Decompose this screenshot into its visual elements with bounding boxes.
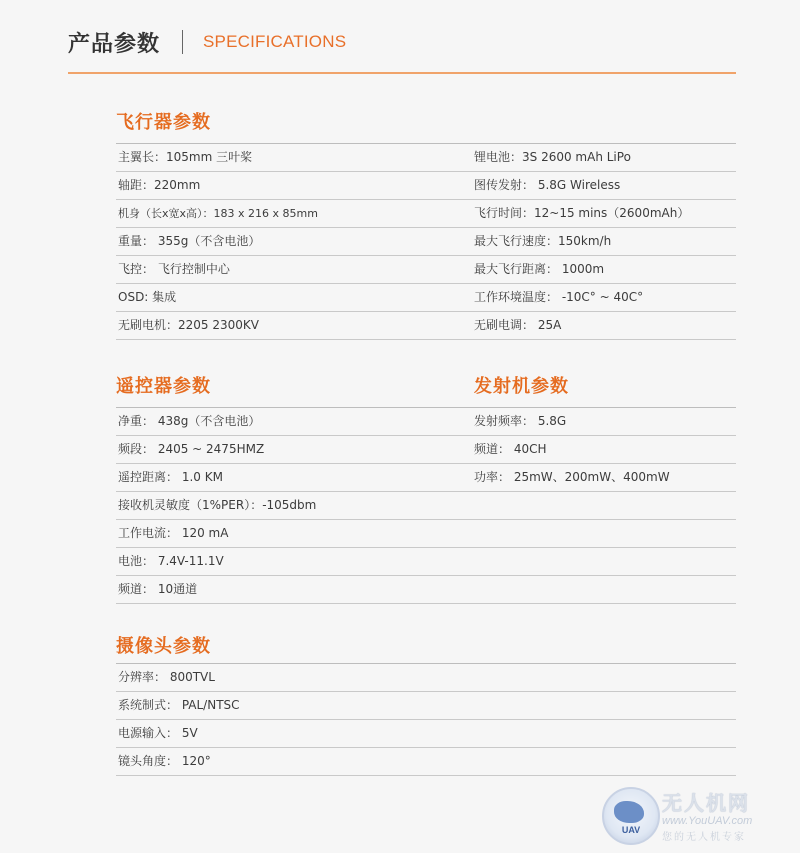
table-row <box>116 284 736 312</box>
remote-spec: 频道： 10通道 <box>118 582 198 596</box>
table-row <box>116 172 736 200</box>
table-row <box>116 436 736 464</box>
transmitter-spec: 发射频率： 5.8G <box>474 414 567 428</box>
camera-section-title: 摄像头参数 <box>116 636 211 657</box>
table-row <box>116 748 736 776</box>
table-row <box>116 256 736 284</box>
table-row <box>116 720 736 748</box>
camera-spec: 系统制式： PAL/NTSC <box>118 698 240 712</box>
camera-spec: 电源输入： 5V <box>118 726 198 740</box>
remote-spec: 遥控距离： 1.0 KM <box>118 470 223 484</box>
remote-spec: 电池： 7.4V-11.1V <box>118 554 224 568</box>
table-row <box>116 548 736 576</box>
remote-spec: 工作电流： 120 mA <box>118 526 229 540</box>
spec-right: 锂电池：3S 2600 mAh LiPo <box>474 150 631 164</box>
header-divider <box>182 30 183 54</box>
header-rule <box>68 72 736 74</box>
camera-spec: 分辨率： 800TVL <box>118 670 215 684</box>
table-row <box>116 520 736 548</box>
spec-left: OSD: 集成 <box>118 290 177 304</box>
watermark-url: www.YouUAV.com <box>662 815 753 827</box>
table-row <box>116 312 736 340</box>
transmitter-spec: 频道： 40CH <box>474 442 547 456</box>
watermark-badge-text: UAV <box>621 825 641 835</box>
table-row <box>116 200 736 228</box>
spec-right: 飞行时间：12~15 mins（2600mAh） <box>474 206 690 220</box>
spec-left: 轴距：220mm <box>118 178 201 192</box>
uav-logo-icon <box>602 787 660 845</box>
spec-left: 飞控： 飞行控制中心 <box>118 262 230 276</box>
spec-left: 机身（长x宽x高）：183 x 216 x 85mm <box>118 207 318 220</box>
site-watermark <box>602 785 792 845</box>
transmitter-spec: 功率： 25mW、200mW、400mW <box>474 470 670 484</box>
spec-right: 最大飞行速度：150km/h <box>474 234 612 248</box>
table-row <box>116 492 736 520</box>
remote-spec: 接收机灵敏度（1%PER）：-105dbm <box>118 498 317 512</box>
table-row <box>116 407 736 436</box>
remote-spec: 净重： 438g（不含电池） <box>118 414 261 428</box>
spec-left: 重量： 355g（不含电池） <box>118 234 261 248</box>
remote-spec: 频段： 2405 ~ 2475HMZ <box>118 442 265 456</box>
remote-spec-table <box>116 407 736 604</box>
spec-right: 无刷电调： 25A <box>474 318 562 332</box>
spec-left: 无刷电机：2205 2300KV <box>118 318 259 332</box>
transmitter-section-title: 发射机参数 <box>474 376 569 397</box>
table-row <box>116 692 736 720</box>
table-row <box>116 576 736 604</box>
table-row <box>116 464 736 492</box>
flight-spec-table <box>116 143 736 340</box>
watermark-slogan: 您的无人机专家 <box>662 832 746 843</box>
watermark-brand: 无人机网 <box>662 791 750 815</box>
spec-right: 图传发射： 5.8G Wireless <box>474 178 621 192</box>
spec-left: 主翼长：105mm 三叶桨 <box>118 150 253 164</box>
camera-spec-table <box>116 663 736 776</box>
spec-right: 最大飞行距离： 1000m <box>474 262 605 276</box>
page-subtitle: SPECIFICATIONS <box>203 32 347 51</box>
page-title: 产品参数 <box>68 31 161 57</box>
map-shape-icon <box>614 801 644 823</box>
spec-right: 工作环境温度： -10C° ~ 40C° <box>474 290 644 304</box>
remote-section-title: 遥控器参数 <box>116 376 211 397</box>
table-row <box>116 228 736 256</box>
camera-spec: 镜头角度： 120° <box>118 754 211 768</box>
table-row <box>116 663 736 692</box>
flight-section-title: 飞行器参数 <box>116 112 211 133</box>
table-row <box>116 143 736 172</box>
page-header <box>68 26 346 58</box>
